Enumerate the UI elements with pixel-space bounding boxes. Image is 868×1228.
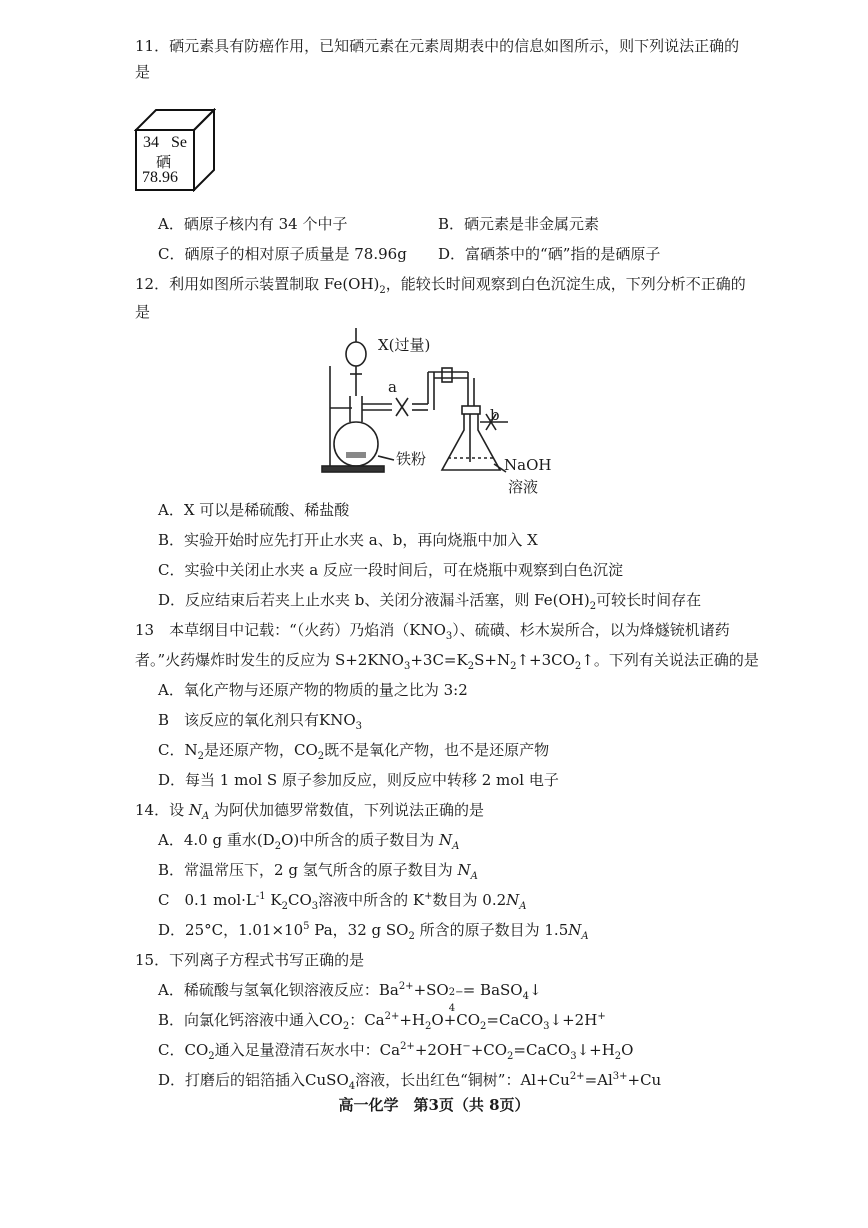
fe-oh2-apparatus-figure	[318, 326, 558, 494]
label-iron-powder: 铁粉	[396, 450, 427, 468]
q14-option-d: D．25°C，$1.01\times 10^5$ Pa，32 g $SO_2$ 所含的原子数目为 $1.5N_A$	[158, 921, 589, 942]
q13-option-c: C．$N_2$是还原产物，$CO_2$既不是氧化产物，也不是还原产物	[158, 741, 550, 762]
q12-option-a: A．X 可以是稀硫酸、稀盐酸	[158, 501, 350, 519]
q14-option-c: C 0.1 $mol\cdot L^{-1}$ $K_2CO_3$溶液中所含的 K+数目为 $0.2N_A$	[158, 891, 527, 912]
element-atomic-number: 34	[143, 134, 159, 151]
q14-option-b: B．常温常压下，2 g 氢气所含的原子数目为 $N_A$	[158, 861, 478, 882]
label-naoh: NaOH	[504, 456, 552, 474]
label-x-excess: X(过量)	[378, 336, 431, 354]
q11-stem-line1: 11．硒元素具有防癌作用，已知硒元素在元素周期表中的信息如图所示，则下列说法正确的	[135, 37, 740, 55]
label-clamp-a: a	[388, 378, 397, 396]
q14-stem: 14．设 $N_A$ 为阿伏加德罗常数值，下列说法正确的是	[135, 801, 484, 822]
q12-stem-line2: 是	[135, 303, 151, 321]
q13-stem-line1: 13 本草纲目中记载：“（火药）乃焰消$(KNO_3)$、硫磺、杉木炭所合，以为烽燧铳机诸药	[135, 621, 730, 642]
q12-option-b: B．实验开始时应先打开止水夹 a、b，再向烧瓶中加入 X	[158, 531, 538, 549]
q15-option-a: A．稀硫酸与氢氧化钡溶液反应：$Ba^{2+}+SO$ 2− 4 = BaSO$_4$↓	[158, 981, 542, 1014]
q13-option-d: D．每当 1 mol S 原子参加反应，则反应中转移 2 mol 电子	[158, 771, 559, 789]
element-name: 硒	[156, 155, 172, 171]
q15-option-c: C．$CO_2$通入足量澄清石灰水中：$Ca^{2+}+2OH^-+CO_2=CaCO_3↓+H_2O$	[158, 1041, 634, 1062]
q11-option-d: D．富硒茶中的“硒”指的是硒原子	[438, 245, 661, 263]
q13-option-a: A．氧化产物与还原产物的物质的量之比为 3:2	[158, 681, 468, 699]
q11-option-c: C．硒原子的相对原子质量是 78.96g	[158, 245, 407, 263]
q12-option-c: C．实验中关闭止水夹 a 反应一段时间后，可在烧瓶中观察到白色沉淀	[158, 561, 623, 579]
label-solution: 溶液	[508, 478, 539, 496]
element-symbol: Se	[171, 134, 187, 151]
page-footer: 高一化学 第3页（共 8页）	[338, 1096, 530, 1114]
q12-stem-line1: 12．利用如图所示装置制取 $Fe(OH)_2$，能较长时间观察到白色沉淀生成，下列分析不正确的	[135, 275, 746, 296]
q11-stem-line2: 是	[135, 63, 151, 81]
q13-stem-line2: 者。”火药爆炸时发生的反应为 $S+2KNO_3+3C=K_2S+N_2↑+3CO_2↑$。下列有关说法正确的是	[135, 651, 759, 672]
element-card-selenium	[134, 108, 216, 192]
label-clamp-b: b	[490, 406, 500, 424]
q14-option-a: A．4.0 g 重水$(D_2O)$中所含的质子数目为 $N_A$	[158, 831, 460, 852]
q13-option-b: B 该反应的氧化剂只有$KNO_3$	[158, 711, 363, 732]
q11-option-a: A．硒原子核内有 34 个中子	[158, 215, 348, 233]
element-mass: 78.96	[142, 169, 178, 186]
q15-option-d: D．打磨后的铝箔插入CuSO$_4$溶液，长出红色“铜树”：$Al+Cu^{2+}=Al^{3+}+Cu$	[158, 1071, 662, 1092]
q15-stem: 15．下列离子方程式书写正确的是	[135, 951, 365, 969]
q12-option-d: D．反应结束后若夹上止水夹 b、关闭分液漏斗活塞，则 $Fe(OH)_2$可较长时间存在	[158, 591, 702, 612]
q11-option-b: B．硒元素是非金属元素	[438, 215, 600, 233]
q15-option-b: B．向氯化钙溶液中通入$CO_2$：$Ca^{2+}+H_2O+CO_2=CaCO_3↓+2H^+$	[158, 1011, 606, 1032]
